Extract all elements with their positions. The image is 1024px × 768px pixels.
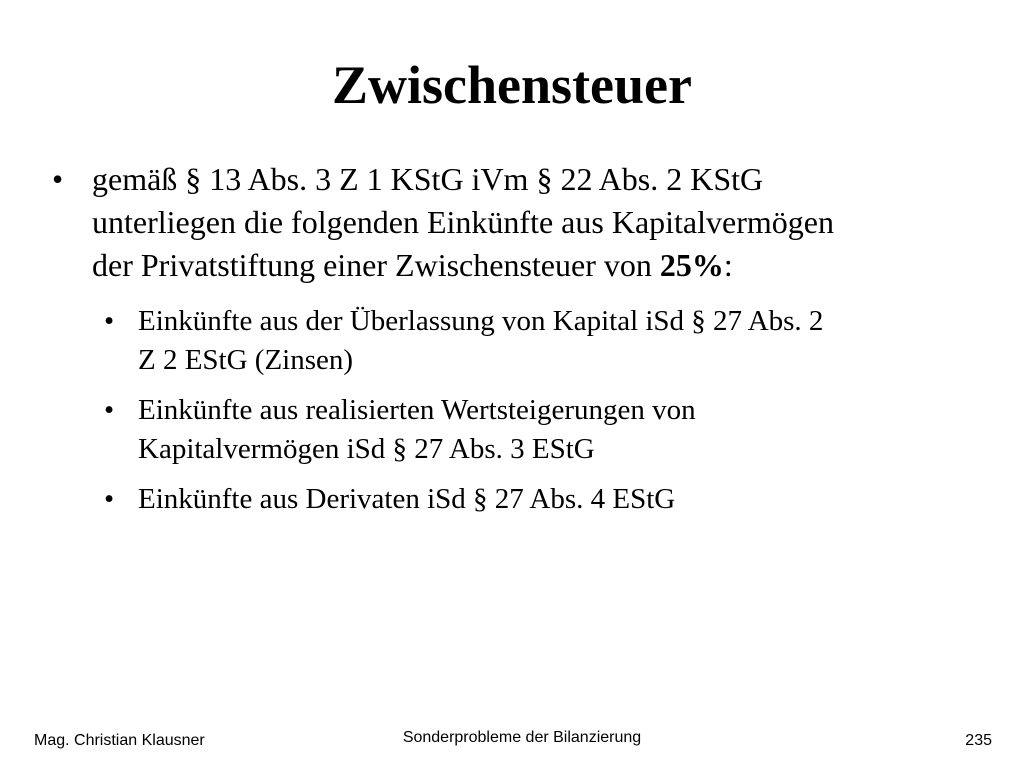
tax-rate: 25%	[659, 247, 724, 283]
main-bullet-line: unterliegen die folgenden Einkünfte aus Kapitalvermögen	[92, 204, 834, 240]
sub-bullet-line: Einkünfte aus der Überlassung von Kapital iSd § 27 Abs. 2	[138, 305, 824, 337]
sub-bullet-text	[138, 302, 978, 380]
page-number: 235	[965, 732, 992, 749]
sub-bullet-text	[138, 480, 978, 519]
main-bullet-line-text: der Privatstiftung einer Zwischensteuer von	[92, 247, 660, 283]
bullet-dot: •	[104, 305, 115, 337]
rate-suffix: :	[723, 247, 733, 283]
bullet-dot: •	[104, 483, 115, 515]
sub-bullet-line: Z 2 EStG (Zinsen)	[138, 344, 354, 376]
sub-bullet-line: Kapitalvermögen iSd § 27 Abs. 3 EStG	[138, 433, 595, 465]
main-bullet-line: gemäß § 13 Abs. 3 Z 1 KStG iVm § 22 Abs. 2 KStG	[92, 161, 764, 197]
slide-title: Zwischensteuer	[332, 55, 692, 115]
sub-bullet-line: Einkünfte aus realisierten Wertsteigerungen von	[138, 394, 696, 426]
main-bullet-line-last	[92, 244, 992, 287]
main-bullet-text	[92, 158, 992, 287]
bullet-dot: •	[104, 394, 115, 426]
footer-author: Mag. Christian Klausner	[34, 732, 205, 749]
sub-bullet-line: Einkünfte aus Derivaten iSd § 27 Abs. 4 EStG	[138, 483, 676, 515]
bullet-dot: •	[52, 161, 64, 197]
footer-course-title: Sonderprobleme der Bilanzierung	[402, 729, 642, 746]
sub-bullet-text	[138, 391, 978, 469]
